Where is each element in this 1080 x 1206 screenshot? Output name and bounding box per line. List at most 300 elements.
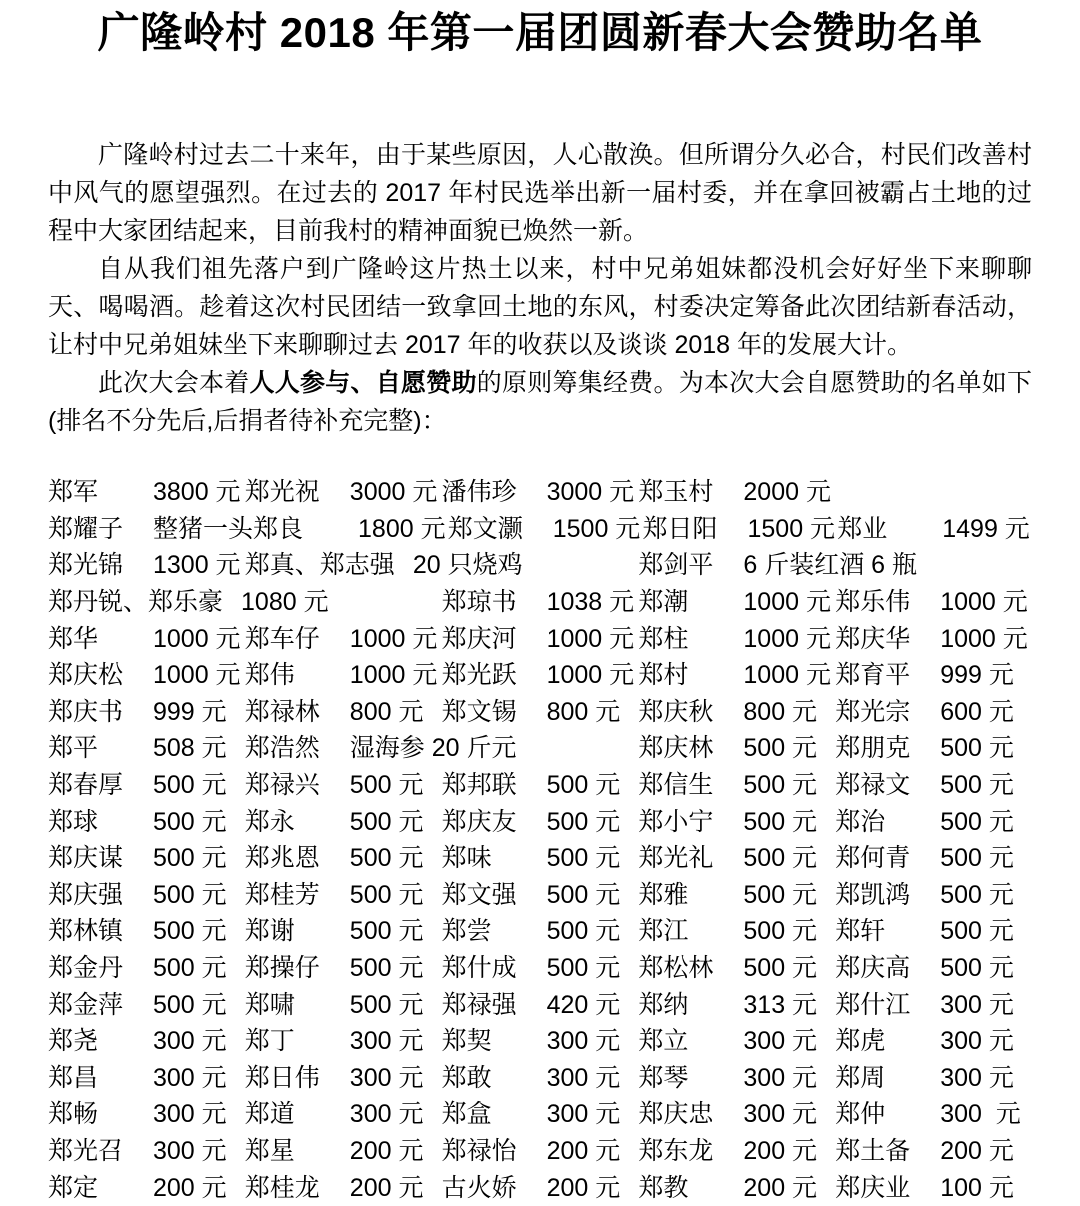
donor-amount: 500 元: [153, 880, 227, 909]
donor-entry: [245, 1094, 442, 1130]
donor-entry: [638, 655, 835, 691]
donor-name: 郑球: [48, 807, 99, 836]
donor-amount: 300 元: [153, 1100, 227, 1129]
donor-name: 郑伟: [244, 661, 295, 690]
donor-amount: 300 元: [743, 1027, 818, 1056]
donor-name: 郑啸: [244, 990, 295, 1019]
donor-entry: [835, 692, 1032, 728]
donor-name: 郑尧: [48, 1027, 99, 1056]
donor-name: 郑禄强: [441, 990, 517, 1019]
donor-name: 郑土备: [835, 1136, 911, 1165]
donor-amount: 500 元: [546, 807, 621, 836]
donor-entry: [835, 1131, 1032, 1167]
donor-entry: [638, 619, 835, 655]
donor-name: 潘伟珍: [441, 478, 517, 507]
donor-entry: [48, 985, 245, 1021]
donor-amount: 200 元: [743, 1173, 818, 1202]
donor-name: 郑潮: [638, 588, 689, 617]
donor-name: 郑邦联: [441, 771, 517, 800]
donor-entry: [442, 692, 639, 728]
donor-amount: 500 元: [546, 771, 621, 800]
donor-name: 郑昌: [48, 1063, 99, 1092]
donor-amount: 500 元: [940, 771, 1014, 800]
donor-entry: [48, 1168, 245, 1204]
donor-row: [48, 875, 1032, 912]
donor-entry: [638, 692, 835, 728]
donor-entry: [48, 1058, 245, 1094]
donor-name: 郑庆秋: [638, 697, 714, 726]
donor-amount: 100 元: [940, 1173, 1014, 1202]
donor-amount: 300 元: [546, 1063, 621, 1092]
donor-name: 郑江: [638, 917, 689, 946]
donor-amount: 300 元: [940, 1100, 1021, 1129]
donor-entry: [835, 985, 1032, 1021]
donor-entry: [48, 948, 245, 984]
donor-amount: 300 元: [349, 1027, 424, 1056]
donor-name: 郑立: [638, 1027, 689, 1056]
donor-name: 郑丁: [244, 1027, 295, 1056]
donor-entry: [442, 1131, 639, 1167]
donor-entry: [245, 728, 639, 764]
donor-name: 郑小宁: [638, 807, 714, 836]
donor-name: 郑星: [244, 1136, 295, 1165]
donor-entry: [245, 802, 442, 838]
donor-amount: 300 元: [743, 1100, 818, 1129]
donor-name: 郑琼书: [441, 588, 517, 617]
donor-name: 郑丹锐、郑乐豪: [48, 588, 224, 617]
donor-row: [48, 948, 1032, 985]
donor-entry: [442, 985, 639, 1021]
donor-entry: [48, 655, 245, 691]
donor-amount: 20 只烧鸡: [412, 551, 523, 580]
donor-amount: 300 元: [743, 1063, 818, 1092]
donor-entry: [442, 948, 639, 984]
donor-amount: 1800 元: [358, 514, 446, 543]
donor-entry: [442, 838, 639, 874]
donor-amount: 600 元: [940, 697, 1014, 726]
donor-name: 郑雅: [638, 880, 689, 909]
donor-amount: 500 元: [743, 844, 818, 873]
donor-entry: [245, 655, 442, 691]
donor-name: 郑虎: [835, 1027, 886, 1056]
donor-entry: [835, 802, 1032, 838]
donor-entry: [442, 802, 639, 838]
donor-amount: 1000 元: [153, 624, 241, 653]
donor-name: 郑畅: [48, 1100, 99, 1129]
donor-amount: 200 元: [546, 1136, 621, 1165]
donor-amount: 300 元: [153, 1063, 227, 1092]
donor-name: 郑文锡: [441, 697, 517, 726]
donor-name: 郑敢: [441, 1063, 492, 1092]
donor-name: 郑文灏: [447, 514, 523, 543]
donor-name: 郑光跃: [441, 661, 517, 690]
donor-entry: [48, 875, 245, 911]
donor-entry: [48, 1021, 245, 1057]
donor-amount: 313 元: [743, 990, 818, 1019]
donor-name: 郑光召: [48, 1136, 124, 1165]
donor-row: [48, 545, 1032, 582]
donor-name: 郑庆高: [835, 954, 911, 983]
donor-entry: [638, 802, 835, 838]
donor-amount: 1000 元: [546, 661, 635, 690]
donor-name: 郑琴: [638, 1063, 689, 1092]
donor-name: 郑良: [253, 514, 304, 543]
donor-amount: 500 元: [349, 880, 424, 909]
donor-name: 郑谢: [244, 917, 295, 946]
donor-name: 郑光祝: [244, 478, 320, 507]
donor-amount: 500 元: [349, 844, 424, 873]
donor-entry: [638, 948, 835, 984]
donor-amount: 500 元: [153, 807, 227, 836]
donor-name: 郑剑平: [638, 551, 714, 580]
donor-amount: 500 元: [153, 917, 227, 946]
donor-entry: [48, 911, 245, 947]
donor-amount: 500 元: [349, 954, 424, 983]
donor-entry: [245, 838, 442, 874]
donor-entry: [638, 765, 835, 801]
donor-name: 郑松林: [638, 954, 714, 983]
donor-name: 郑禄文: [835, 771, 911, 800]
donor-amount: 1000 元: [743, 624, 831, 653]
donor-amount: 1000 元: [940, 624, 1028, 653]
donor-amount: 3000 元: [546, 478, 635, 507]
donor-entry: [48, 619, 245, 655]
donor-entry: [48, 1094, 245, 1130]
donor-amount: 1000 元: [940, 588, 1028, 617]
donor-amount: 500 元: [153, 771, 227, 800]
donor-entry: [442, 875, 639, 911]
donor-entry: [442, 1168, 639, 1204]
donor-name: 郑轩: [835, 917, 886, 946]
donor-name: 郑什成: [441, 954, 517, 983]
donor-amount: 200 元: [349, 1136, 424, 1165]
donor-name: 郑日伟: [244, 1063, 320, 1092]
donor-name: 郑盒: [441, 1100, 492, 1129]
donor-amount: 1000 元: [743, 661, 831, 690]
donor-name: 郑光礼: [638, 844, 714, 873]
donor-name: 郑什江: [835, 990, 911, 1019]
donor-entry: [48, 545, 245, 581]
donor-entry: [245, 1168, 442, 1204]
donor-name: 郑信生: [638, 771, 714, 800]
donor-entry: [245, 692, 442, 728]
donor-row: [48, 1058, 1032, 1095]
donor-list: [48, 472, 1032, 1204]
donor-entry: [442, 911, 639, 947]
donor-name: 郑禄林: [244, 697, 320, 726]
donor-entry: [48, 1131, 245, 1167]
donor-name: 郑尝: [441, 917, 492, 946]
donor-row: [48, 1167, 1032, 1204]
donor-entry: [48, 692, 245, 728]
donor-row: [48, 728, 1032, 765]
donor-amount: 1500 元: [552, 514, 641, 543]
donor-amount: 300 元: [349, 1063, 424, 1092]
donor-name: 郑庆林: [638, 734, 714, 763]
donor-amount: 500 元: [153, 954, 227, 983]
donor-name: 郑庆河: [441, 624, 517, 653]
donor-row: [48, 618, 1032, 655]
donor-entry: [448, 509, 643, 545]
donor-amount: 2000 元: [743, 478, 831, 507]
donor-entry: [835, 582, 1032, 618]
donor-entry: [638, 582, 835, 618]
paragraph-principle-bold: 人人参与、自愿赞助: [249, 369, 477, 397]
donor-row: [48, 911, 1032, 948]
donor-name: 郑庆书: [48, 697, 124, 726]
donor-entry: [245, 1131, 442, 1167]
donor-name: 郑禄兴: [244, 771, 320, 800]
donor-name: 郑道: [244, 1100, 295, 1129]
donor-name: 郑林镇: [48, 917, 124, 946]
donor-amount: 500 元: [940, 734, 1014, 763]
donor-entry: [442, 765, 639, 801]
donor-name: 郑浩然: [244, 734, 320, 763]
donor-entry: [245, 619, 442, 655]
donor-name: 郑教: [638, 1173, 689, 1202]
donor-amount: 500 元: [743, 917, 818, 946]
donor-amount: 200 元: [743, 1136, 818, 1165]
donor-name: 郑契: [441, 1027, 492, 1056]
donor-amount: 500 元: [349, 990, 424, 1019]
donor-entry: [245, 1058, 442, 1094]
donor-name: 郑金丹: [48, 954, 124, 983]
donor-name: 郑育平: [835, 661, 911, 690]
donor-entry: [835, 1168, 1032, 1204]
donor-row: [48, 509, 1032, 546]
donor-row: [48, 692, 1032, 729]
paragraph-principle-after: 的原则筹集经费。为本次大会自愿赞助的名单如下(排名不分先后,后捐者待补充完整)：: [48, 369, 1032, 435]
donor-entry: [835, 655, 1032, 691]
donor-amount: 1500 元: [747, 514, 836, 543]
donor-amount: 500 元: [349, 917, 424, 946]
donor-amount: 200 元: [940, 1136, 1014, 1165]
donor-entry: [638, 1094, 835, 1130]
donor-amount: 3000 元: [349, 478, 438, 507]
donor-entry: [638, 985, 835, 1021]
donor-amount: 500 元: [743, 807, 818, 836]
donor-entry: [442, 1058, 639, 1094]
donor-name: 郑东龙: [638, 1136, 714, 1165]
donor-name: 郑桂芳: [244, 880, 320, 909]
donor-amount: 500 元: [349, 807, 424, 836]
donor-amount: 500 元: [743, 954, 818, 983]
donor-amount: 300 元: [153, 1027, 227, 1056]
donor-row: [48, 984, 1032, 1021]
donor-amount: 1038 元: [546, 588, 635, 617]
donor-amount: 1000 元: [153, 661, 241, 690]
donor-name: 郑村: [638, 661, 689, 690]
donor-amount: 1300 元: [153, 551, 241, 580]
donor-entry: [48, 728, 245, 764]
donor-entry: [245, 911, 442, 947]
donor-amount: 500 元: [153, 990, 227, 1019]
donor-entry: [245, 948, 442, 984]
donor-entry: [48, 582, 442, 618]
donor-row: [48, 1131, 1032, 1168]
donor-name: 郑纳: [638, 990, 689, 1019]
donor-amount: 1499 元: [942, 514, 1030, 543]
donor-entry: [442, 1094, 639, 1130]
donor-amount: 200 元: [153, 1173, 227, 1202]
donor-name: 郑庆强: [48, 880, 124, 909]
donor-amount: 1000 元: [349, 624, 438, 653]
donor-entry: [48, 838, 245, 874]
donor-entry: [245, 1021, 442, 1057]
donor-amount: 1080 元: [241, 588, 329, 617]
donor-name: 郑禄怡: [441, 1136, 517, 1165]
donor-amount: 500 元: [153, 844, 227, 873]
donor-amount: 500 元: [546, 954, 621, 983]
donor-name: 郑真、郑志强: [244, 551, 395, 580]
donor-amount: 500 元: [940, 844, 1014, 873]
donor-name: 郑乐伟: [835, 588, 911, 617]
donor-name: 郑庆松: [48, 661, 124, 690]
donor-entry: [245, 765, 442, 801]
donor-entry: [835, 765, 1032, 801]
donor-entry: [835, 875, 1032, 911]
donor-name: 郑耀子: [48, 514, 124, 543]
donor-name: 郑春厚: [48, 771, 124, 800]
donor-entry: [442, 472, 639, 508]
donor-amount: 3800 元: [153, 478, 241, 507]
donor-name: 郑文强: [441, 880, 517, 909]
donor-entry: [48, 472, 245, 508]
donor-row: [48, 801, 1032, 838]
paragraph-principle: [48, 364, 1032, 440]
donor-entry: [48, 765, 245, 801]
donor-entry: [48, 509, 253, 545]
donor-amount: 500 元: [546, 880, 621, 909]
donor-amount: 300 元: [546, 1100, 621, 1129]
donor-name: 郑定: [48, 1173, 99, 1202]
donor-amount: 200 元: [546, 1173, 621, 1202]
donor-amount: 500 元: [940, 954, 1014, 983]
donor-amount: 420 元: [546, 990, 621, 1019]
donor-name: 郑光宗: [835, 697, 911, 726]
paragraph-history: 广隆岭村过去二十来年，由于某些原因，人心散涣。但所谓分久必合，村民们改善村中风气的愿望强烈。在过去的 2017 年村民选举出新一届村委，并在拿回被霸占土地的过程中大家团结起来，目前我村的精神面貌已焕然一新。: [48, 141, 1032, 245]
donor-entry: [48, 802, 245, 838]
donor-amount: 500 元: [743, 734, 818, 763]
donor-name: 郑仲: [835, 1100, 886, 1129]
donor-row: [48, 838, 1032, 875]
donor-amount: 500 元: [940, 917, 1014, 946]
donor-name: 郑光锦: [48, 551, 124, 580]
donor-name: 郑柱: [638, 624, 689, 653]
donor-amount: 999 元: [153, 697, 227, 726]
donor-entry: [638, 911, 835, 947]
donor-amount: 湿海参 20 斤元: [349, 734, 517, 763]
donor-entry: [837, 509, 1032, 545]
intro-section: [48, 136, 1032, 440]
donor-amount: 999 元: [940, 661, 1014, 690]
document-title: 广隆岭村 2018 年第一届团圆新春大会赞助名单: [97, 9, 983, 56]
donor-row: [48, 1094, 1032, 1131]
donor-amount: 500 元: [940, 880, 1014, 909]
paragraph-background: 自从我们祖先落户到广隆岭这片热土以来，村中兄弟姐妹都没机会好好坐下来聊聊天、喝喝酒。趁着这次村民团结一致拿回土地的东风，村委决定筹备此次团结新春活动，让村中兄弟姐妹坐下来聊聊过去 2017 年的收获以及谈谈 2018 年的发展大计。: [48, 255, 1032, 359]
donor-name: 郑车仔: [244, 624, 320, 653]
donor-name: 郑兆恩: [244, 844, 320, 873]
donor-entry: [245, 985, 442, 1021]
donor-name: 郑玉村: [638, 478, 714, 507]
donor-name: 郑凯鸿: [835, 880, 911, 909]
donor-entry: [835, 728, 1032, 764]
donor-amount: 300 元: [940, 1063, 1014, 1092]
donor-name: 郑庆友: [441, 807, 517, 836]
donor-name: 郑金萍: [48, 990, 124, 1019]
donor-amount: 300 元: [349, 1100, 424, 1129]
donor-entry: [638, 1021, 835, 1057]
donor-entry: [245, 545, 639, 581]
donor-entry: [245, 472, 442, 508]
donor-entry: [638, 1168, 835, 1204]
donor-row: [48, 472, 1032, 509]
donor-amount: 500 元: [349, 771, 424, 800]
donor-entry: [442, 619, 639, 655]
donor-name: 郑庆华: [835, 624, 911, 653]
donor-entry: [638, 472, 835, 508]
donor-amount: 300 元: [940, 1027, 1014, 1056]
donor-name: 郑味: [441, 844, 492, 873]
donor-row: [48, 765, 1032, 802]
donor-name: 郑业: [837, 514, 888, 543]
donor-amount: 1000 元: [349, 661, 438, 690]
donor-amount: 300 元: [546, 1027, 621, 1056]
donor-amount: 6 斤装红酒 6 瓶: [743, 551, 918, 580]
donor-amount: 1000 元: [546, 624, 635, 653]
donor-entry: [245, 875, 442, 911]
donor-entry: [638, 545, 1032, 581]
donor-amount: 800 元: [743, 697, 818, 726]
donor-entry: [442, 1021, 639, 1057]
donor-amount: 500 元: [940, 807, 1014, 836]
donor-entry: [643, 509, 838, 545]
donor-name: 郑庆忠: [638, 1100, 714, 1129]
donor-amount: 500 元: [743, 880, 818, 909]
donor-amount: 1000 元: [743, 588, 831, 617]
donor-amount: 800 元: [349, 697, 424, 726]
donor-amount: 200 元: [349, 1173, 424, 1202]
donor-name: 郑周: [835, 1063, 886, 1092]
donor-name: 郑治: [835, 807, 886, 836]
donor-row: [48, 655, 1032, 692]
donor-name: 郑桂龙: [244, 1173, 320, 1202]
paragraph-principle-before: 此次大会本着: [98, 369, 250, 397]
donor-name: 郑庆谋: [48, 844, 124, 873]
donor-entry: [638, 1131, 835, 1167]
donor-amount: 508 元: [153, 734, 227, 763]
donor-amount: 300 元: [153, 1136, 227, 1165]
donor-entry: [835, 1021, 1032, 1057]
donor-entry: [442, 582, 639, 618]
donor-name: 郑何青: [835, 844, 911, 873]
donor-amount: 300 元: [940, 990, 1014, 1019]
donor-name: 郑永: [244, 807, 295, 836]
donor-name: 郑平: [48, 734, 99, 763]
donor-amount: 500 元: [546, 917, 621, 946]
donor-entry: [835, 1058, 1032, 1094]
donor-entry: [835, 1094, 1032, 1130]
donor-entry: [638, 875, 835, 911]
donor-name: 郑日阳: [642, 514, 718, 543]
donor-entry: [638, 838, 835, 874]
donor-name: 古火娇: [441, 1173, 517, 1202]
donor-entry: [638, 1058, 835, 1094]
donor-amount: 500 元: [743, 771, 818, 800]
donor-entry: [835, 619, 1032, 655]
donor-name: 郑庆业: [835, 1173, 911, 1202]
donor-name: 郑军: [48, 478, 99, 507]
